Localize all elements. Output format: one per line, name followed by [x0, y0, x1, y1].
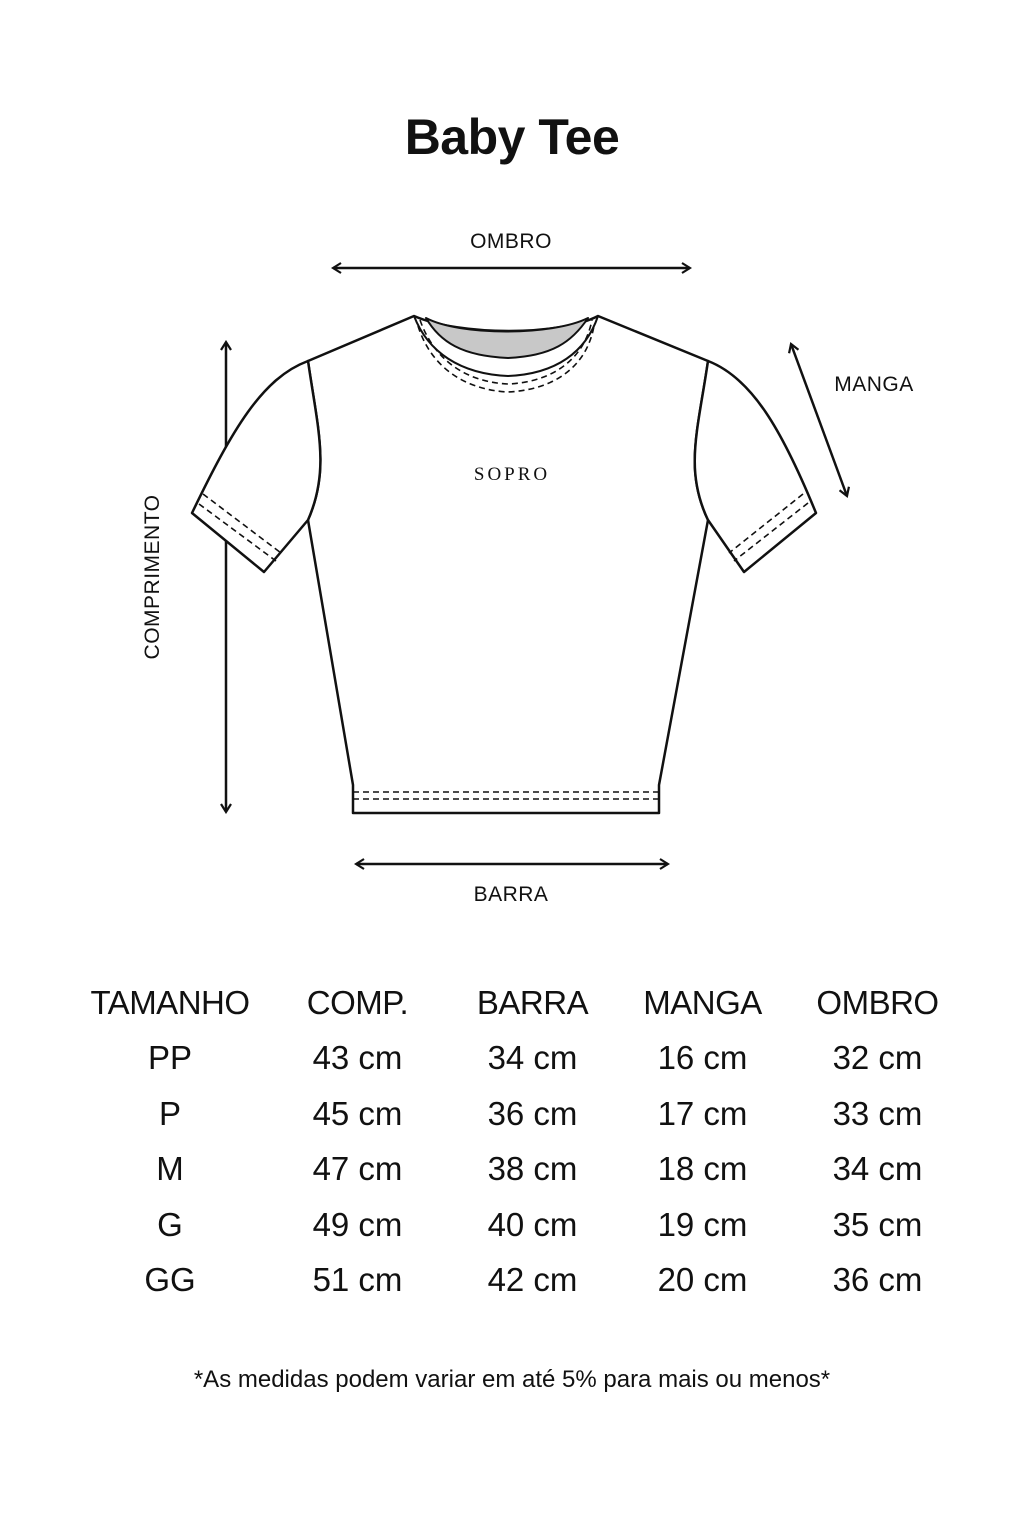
table-row: [70, 1142, 970, 1198]
manga-cell: 17 cm: [657, 1094, 748, 1132]
table-header-row: [70, 975, 970, 1031]
ombro-cell: 34 cm: [832, 1150, 923, 1188]
ombro-cell: 36 cm: [832, 1261, 923, 1299]
manga-cell: 18 cm: [657, 1150, 748, 1188]
barra-cell: 40 cm: [487, 1205, 578, 1243]
size-cell: GG: [144, 1261, 196, 1299]
size-table: [70, 975, 970, 1308]
size-cell: PP: [147, 1039, 193, 1077]
size-cell: G: [157, 1205, 183, 1243]
tshirt-outline: [192, 316, 816, 813]
comp-cell: 51 cm: [312, 1261, 403, 1299]
table-row: [70, 1031, 970, 1087]
page-title: Baby Tee: [404, 109, 620, 165]
barra-cell: 36 cm: [487, 1094, 578, 1132]
barra-label: BARRA: [473, 883, 549, 906]
header-comp: COMP.: [306, 983, 409, 1021]
header-manga: MANGA: [643, 983, 762, 1021]
manga-cell: 20 cm: [657, 1261, 748, 1299]
header-ombro: OMBRO: [816, 983, 939, 1021]
table-row: [70, 1197, 970, 1253]
barra-cell: 34 cm: [487, 1039, 578, 1077]
comprimento-label: COMPRIMENTO: [141, 494, 164, 660]
comp-cell: 49 cm: [312, 1205, 403, 1243]
comp-cell: 47 cm: [312, 1150, 403, 1188]
manga-cell: 19 cm: [657, 1205, 748, 1243]
ombro-label: OMBRO: [470, 230, 552, 253]
header-tamanho: TAMANHO: [90, 983, 250, 1021]
ombro-cell: 35 cm: [832, 1205, 923, 1243]
barra-cell: 42 cm: [487, 1261, 578, 1299]
size-cell: P: [158, 1094, 181, 1132]
comp-cell: 43 cm: [312, 1039, 403, 1077]
comp-cell: 45 cm: [312, 1094, 403, 1132]
table-row: [70, 1253, 970, 1309]
manga-label: MANGA: [834, 373, 914, 396]
manga-cell: 16 cm: [657, 1039, 748, 1077]
ombro-cell: 33 cm: [832, 1094, 923, 1132]
size-cell: M: [156, 1150, 184, 1188]
ombro-cell: 32 cm: [832, 1039, 923, 1077]
disclaimer-note: *As medidas podem variar em até 5% para mais ou menos*: [193, 1366, 831, 1393]
table-row: [70, 1086, 970, 1142]
barra-cell: 38 cm: [487, 1150, 578, 1188]
brand-logo: SOPRO: [473, 464, 551, 485]
header-barra: BARRA: [476, 983, 589, 1021]
